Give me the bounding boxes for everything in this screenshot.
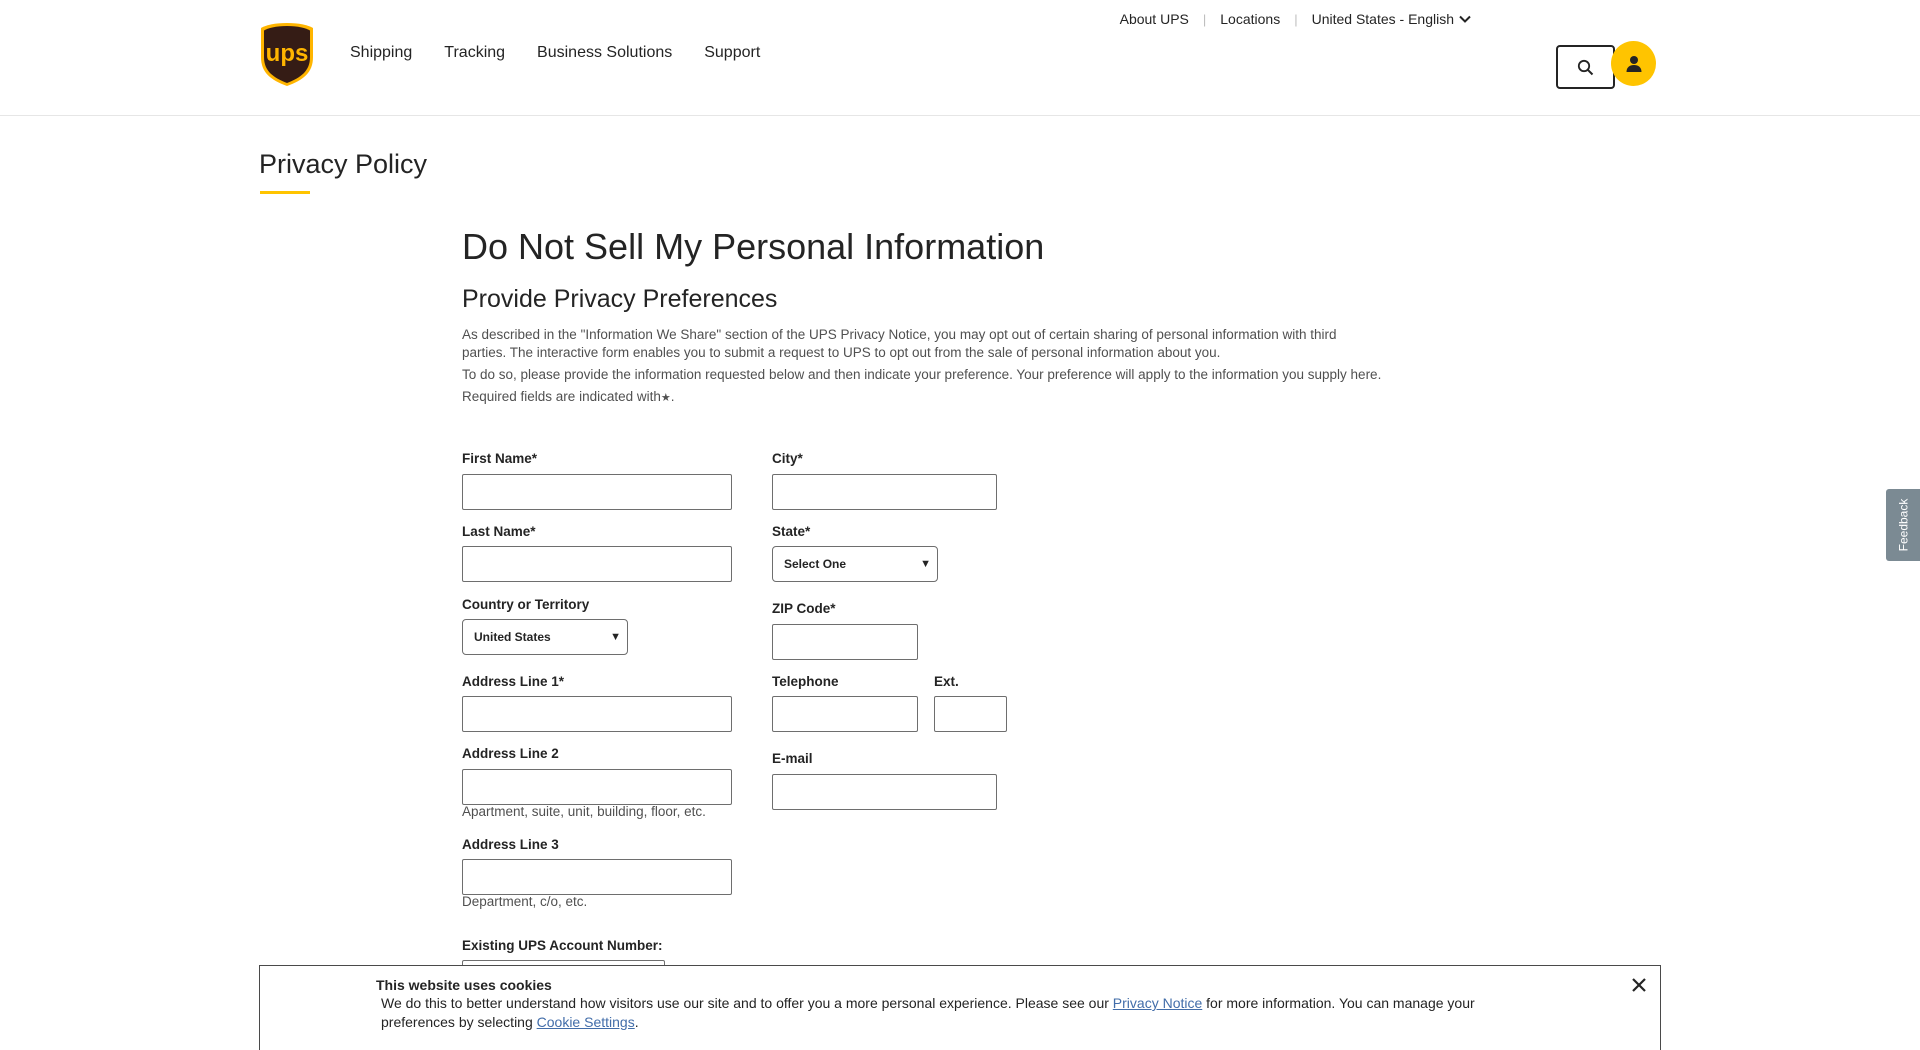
email-label: E-mail (772, 751, 813, 766)
nav-support[interactable]: Support (704, 44, 761, 61)
search-button[interactable] (1556, 45, 1615, 89)
title-underline (260, 191, 310, 194)
user-account-button[interactable] (1611, 41, 1656, 86)
ups-logo[interactable] (259, 21, 315, 87)
zip-input[interactable] (772, 624, 918, 660)
city-input[interactable] (772, 474, 997, 510)
instructions-paragraph: To do so, please provide the information requested below and then indicate your preference. Your preference will apply to the information you supply here. (462, 367, 1382, 382)
state-select[interactable] (772, 546, 938, 582)
required-note (462, 388, 1382, 407)
cookie-text-3: . (634, 1013, 639, 1030)
chevron-down-icon (1459, 15, 1471, 23)
svg-text:ups: ups (265, 40, 309, 67)
country-select[interactable] (462, 619, 628, 655)
address1-label: Address Line 1* (462, 674, 565, 689)
nav-tracking[interactable]: Tracking (444, 44, 506, 61)
ups-shield-icon (259, 21, 315, 87)
util-divider: | (1202, 11, 1207, 27)
address2-label: Address Line 2 (462, 746, 559, 761)
search-icon (1577, 59, 1594, 76)
cookie-text-1: We do this to better understand how visitors use our site and to offer you a more personal experience. Please see our (381, 995, 1113, 1011)
cookie-settings-link[interactable]: Cookie Settings (536, 1013, 635, 1030)
required-note-end: . (670, 389, 675, 404)
address3-input[interactable] (462, 859, 732, 895)
utility-nav (1120, 11, 1471, 27)
user-icon (1625, 55, 1643, 73)
close-icon (1630, 976, 1648, 994)
country-select-value: United States (474, 630, 551, 644)
telephone-label: Telephone (772, 674, 839, 689)
required-star-icon: ★ (660, 392, 671, 404)
locations-link[interactable]: Locations (1220, 11, 1281, 27)
cookie-title: This website uses cookies (376, 977, 552, 993)
language-selector[interactable] (1312, 11, 1471, 27)
language-label: United States - English (1311, 11, 1454, 27)
main-content (462, 226, 1382, 407)
nav-business-solutions[interactable]: Business Solutions (537, 44, 673, 61)
first-name-input[interactable] (462, 474, 732, 510)
cookie-close-button[interactable] (1630, 976, 1648, 994)
cookie-message (381, 994, 1521, 1031)
nav-shipping[interactable]: Shipping (350, 44, 413, 61)
caret-down-icon: ▼ (920, 558, 931, 570)
state-label: State* (772, 524, 811, 539)
page-heading: Do Not Sell My Personal Information (462, 226, 1045, 267)
cookie-banner (259, 965, 1661, 1050)
address1-input[interactable] (462, 696, 732, 732)
about-ups-link[interactable]: About UPS (1119, 11, 1189, 27)
section-heading: Provide Privacy Preferences (462, 285, 778, 313)
zip-label: ZIP Code* (772, 601, 836, 616)
first-name-label: First Name* (462, 451, 538, 466)
last-name-label: Last Name* (462, 524, 536, 539)
last-name-input[interactable] (462, 546, 732, 582)
account-number-label: Existing UPS Account Number: (462, 938, 663, 953)
cookie-text-2: for more information. You can manage your preferences by selecting (381, 995, 1475, 1030)
address2-input[interactable] (462, 769, 732, 805)
page-title: Privacy Policy (259, 149, 428, 179)
ext-label: Ext. (934, 674, 959, 689)
state-select-value: Select One (784, 557, 847, 571)
main-nav (350, 44, 760, 62)
address3-hint: Department, c/o, etc. (462, 894, 588, 909)
site-header (0, 0, 1920, 116)
email-input[interactable] (772, 774, 997, 810)
util-divider: | (1294, 11, 1298, 27)
country-label: Country or Territory (462, 597, 590, 612)
city-label: City* (772, 451, 803, 466)
privacy-notice-link[interactable]: Privacy Notice (1112, 995, 1203, 1011)
intro-paragraph: As described in the "Information We Share" section of the UPS Privacy Notice, you may opt out of certain sharing of personal information with third parties. The interactive form enables you to submit a request to UPS to opt out from the sale of personal information about you. (462, 327, 1337, 360)
telephone-input[interactable] (772, 696, 918, 732)
feedback-label: Feedback (1896, 498, 1911, 552)
address3-label: Address Line 3 (462, 837, 559, 852)
ext-input[interactable] (934, 696, 1007, 732)
caret-down-icon: ▼ (610, 631, 621, 643)
required-note-text: Required fields are indicated with (462, 389, 661, 404)
feedback-tab[interactable] (1886, 489, 1920, 561)
address2-hint: Apartment, suite, unit, building, floor, etc. (462, 804, 706, 819)
